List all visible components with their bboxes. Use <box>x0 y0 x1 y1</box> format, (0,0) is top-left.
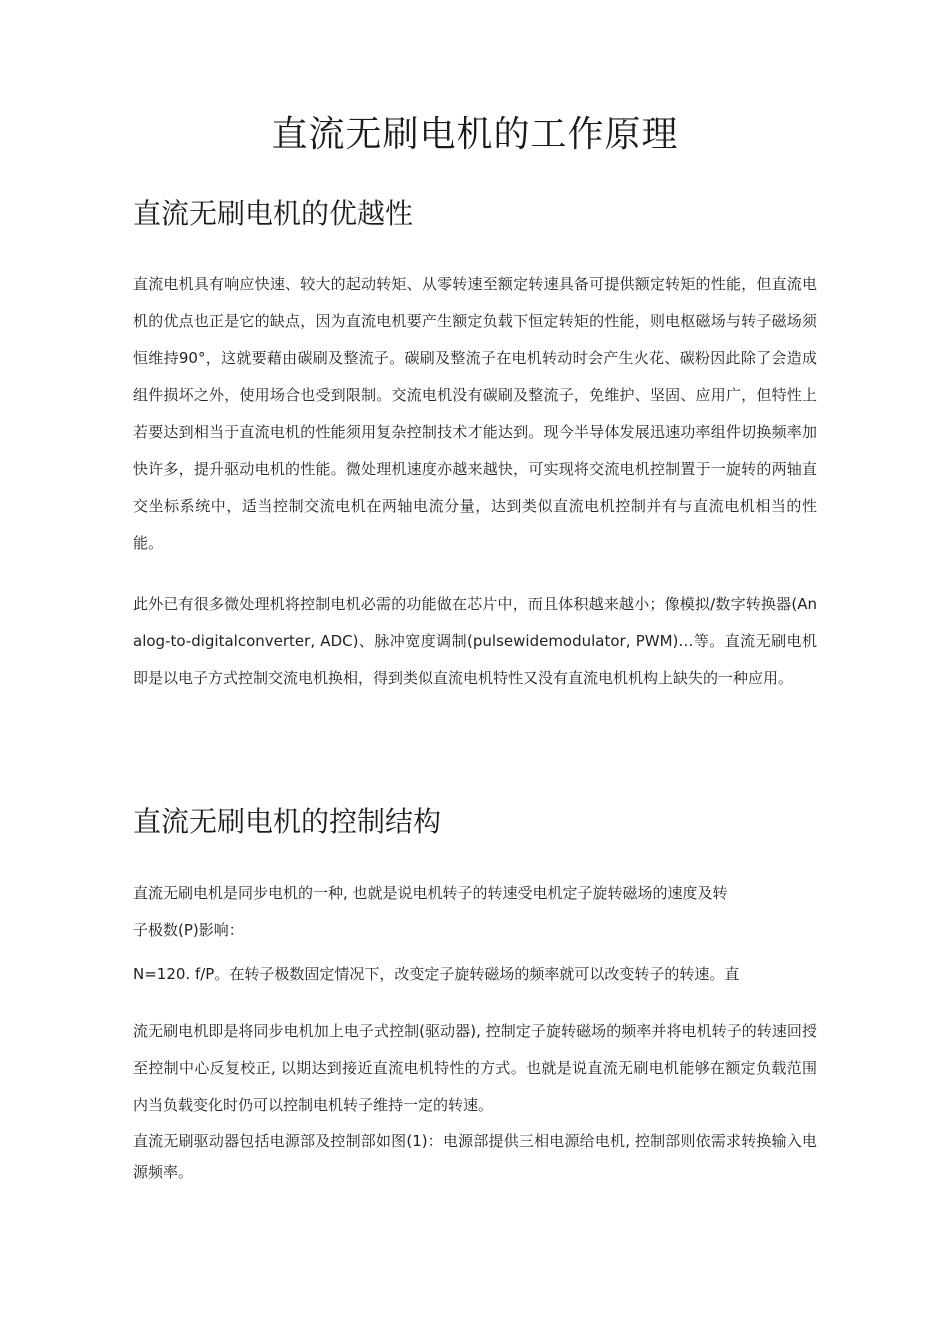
paragraph-control-intro-line-1: 直流无刷电机是同步电机的一种, 也就是说电机转子的转速受电机定子旋转磁场的速度及转 <box>133 884 728 902</box>
formula-line: N=120. f/P。在转子极数固定情况下，改变定子旋转磁场的频率就可以改变转子的转速。直 <box>133 965 740 983</box>
section-heading-control-structure: 直流无刷电机的控制结构 <box>133 805 442 838</box>
paragraph-control-1: 流无刷电机即是将同步电机加上电子式控制(驱动器), 控制定子旋转磁场的频率并将电机转子的转速回授至控制中心反复校正, 以期达到接近直流电机特性的方式。也就是说直流无刷电机能够在额定负载范围内当负载变化时仍可以控制电机转子维持一定的转速。 <box>133 1022 817 1114</box>
paragraph-control-intro-line-2: 子极数(P)影响： <box>133 921 244 939</box>
paragraph-control-2: 直流无刷驱动器包括电源部及控制部如图(1)：电源部提供三相电源给电机, 控制部则依需求转换输入电源频率。 <box>133 1132 817 1181</box>
section-heading-advantages: 直流无刷电机的优越性 <box>133 197 414 230</box>
paragraph-advantages-1: 直流电机具有响应快速、较大的起动转矩、从零转速至额定转速具备可提供额定转矩的性能，但直流电机的优点也正是它的缺点，因为直流电机要产生额定负载下恒定转矩的性能，则电枢磁场与转子磁场须恒维持90°，这就要藉由碳刷及整流子。碳刷及整流子在电机转动时会产生火花、碳粉因此除了会造成组件损坏之外，使用场合也受到限制。交流电机没有碳刷及整流子，免维护、坚固、应用广，但特性上若要达到相当于直流电机的性能须用复杂控制技术才能达到。现今半导体发展迅速功率组件切换频率加快许多，提升驱动电机的性能。微处理机速度亦越来越快，可实现将交流电机控制置于一旋转的两轴直交坐标系统中，适当控制交流电机在两轴电流分量，达到类似直流电机控制并有与直流电机相当的性能。 <box>133 275 817 552</box>
page-title: 直流无刷电机的工作原理 <box>271 114 679 155</box>
paragraph-advantages-2: 此外已有很多微处理机将控制电机必需的功能做在芯片中，而且体积越来越小；像模拟/数字转换器(Analog-to-digitalconverter, ADC)、脉冲宽度调制(pulsewidemodulator, PWM)…等。直流无刷电机即是以电子方式控制交流电机换相，得到类似直流电机特性又没有直流电机机构上缺失的一种应用。 <box>133 595 817 687</box>
